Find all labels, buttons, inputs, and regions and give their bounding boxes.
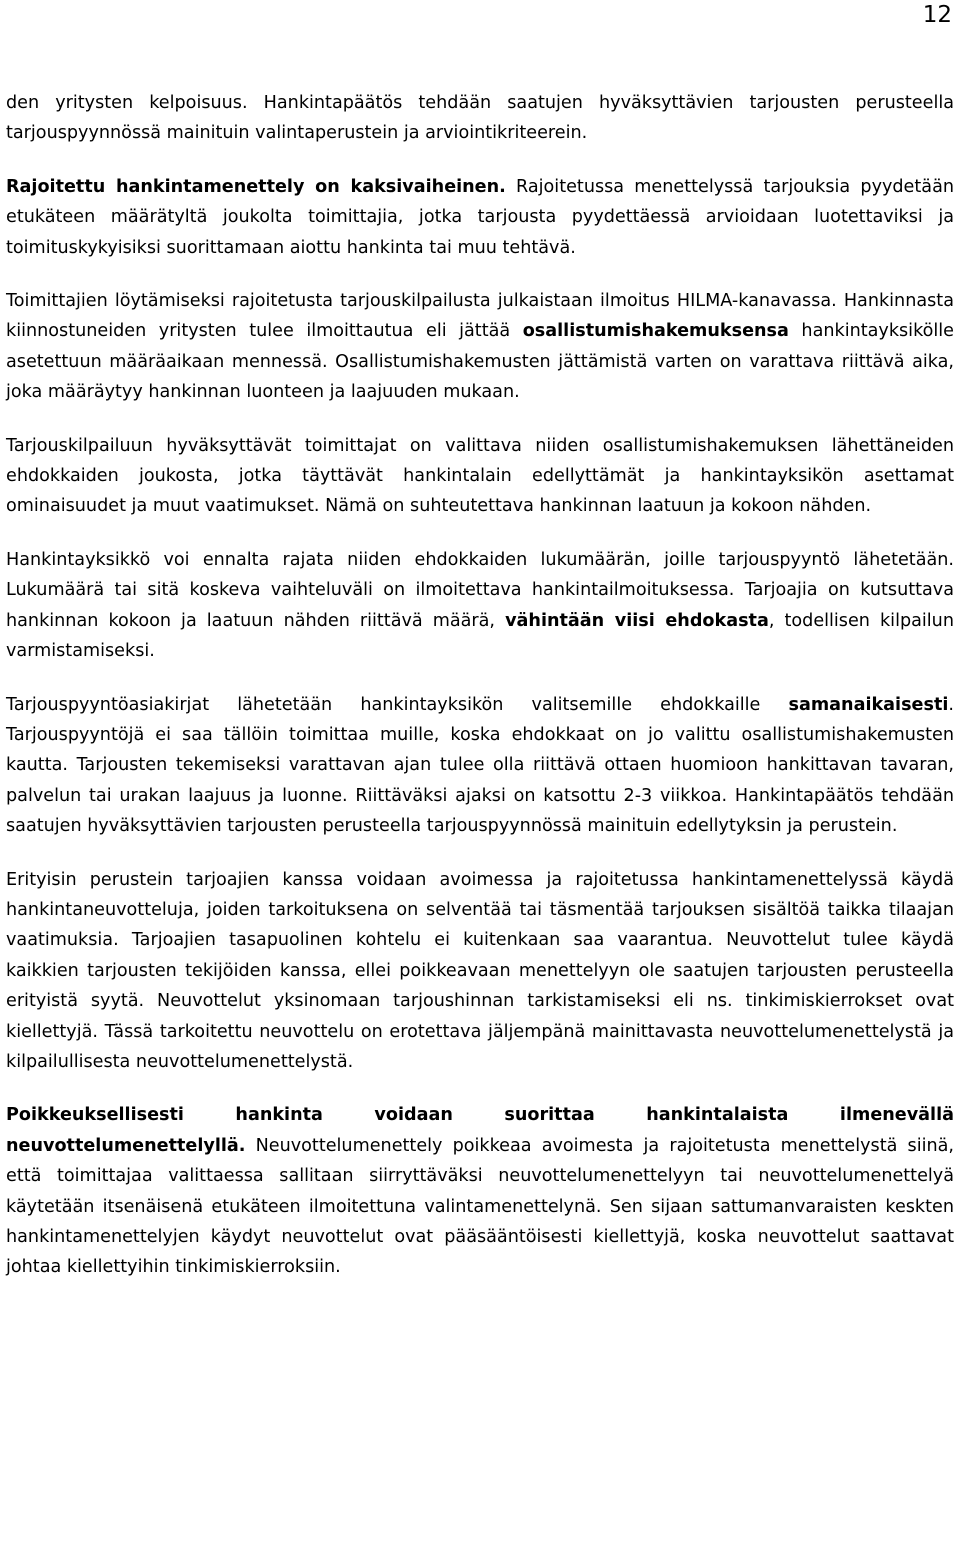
paragraph-text: Erityisin perustein tarjoajien kanssa voidaan avoimessa ja rajoitetussa hankintamenettelyssä käydä hankintaneuvotteluja, joiden tarkoituksena on selventää tai täsmentää tarjouksen sisältöä taikka tilaajan vaatimuksia. Tarjoajien tasapuolinen kohtelu ei kuitenkaan saa vaarantua. Neuvottelut tulee käydä kaikkien tarjousten tekijöiden kanssa, ellei poikkeavaan menettelyyn ole saatujen tarjousten perusteella erityistä syytä. Neuvottelut yksinomaan tarjoushinnan tarkistamiseksi eli ns. tinkimiskierrokset ovat kiellettyjä. Tässä tarkoitettu neuvottelu on erotettava jäljempänä mainittavasta neuvottelumenettelystä ja kilpailullisesta neuvottelumenettelystä. [6, 869, 954, 1072]
emphasis-term: osallistumishakemuksensa [522, 321, 789, 342]
paragraph-candidate-count [6, 545, 954, 667]
emphasis-term: vähintään viisi ehdokasta [505, 610, 769, 631]
paragraph-negotiations [6, 865, 954, 1078]
paragraph-lead-heading: Poikkeuksellisesti hankinta voidaan suorittaa hankintalaista ilmenevällä neuvottelumenettelyllä. [6, 1105, 954, 1156]
paragraph-text: Neuvottelumenettely poikkeaa avoimesta ja rajoitetusta menettelystä siinä, että toimittajaa valittaessa sallitaan siirryttäväksi neuvottelumenettelyyn tai neuvottelumenettelyä käytetään itsenäisenä etukäteen ilmoitettuna valintamenettelynä. Sen sijaan sattumanvaraisten keskten hankintamenettelyjen käydyt neuvottelut ovat pääsääntöisesti kiellettyjä, koska neuvottelut saattavat johtaa kiellettyihin tinkimiskierroksiin. [6, 1135, 954, 1278]
emphasis-term: samanaikaisesti [788, 694, 949, 715]
paragraph-negotiated-procedure [6, 1100, 954, 1282]
document-body [6, 88, 954, 1306]
paragraph-text: Tarjouskilpailuun hyväksyttävät toimittajat on valittava niiden osallistumishakemuksen lähettäneiden ehdokkaiden joukosta, jotka täyttävät hankintalain edellyttämät ja hankintayksikön asettamat ominaisuudet ja muut vaatimukset. Nämä on suhteutettava hankinnan laatuun ja kokoon nähden. [6, 435, 954, 517]
paragraph-selection [6, 431, 954, 522]
paragraph-text: Rajoitetussa menettelyssä tarjouksia pyydetään etukäteen määrätyltä joukolta toimittajia, jotka tarjousta pyydettäessä arvioidaan luotettaviksi ja toimituskykyisiksi suorittamaan aiottu hankinta tai muu tehtävä. [6, 176, 954, 258]
paragraph-text: hankintayksikölle asetettuun määräaikaan mennessä. Osallistumishakemusten jättämistä varten on varattava riittävä aika, joka määräytyy hankinnan luonteen ja laajuuden mukaan. [6, 321, 955, 403]
paragraph-text: den yritysten kelpoisuus. Hankintapäätös tehdään saatujen hyväksyttävien tarjousten perusteella tarjouspyynnössä mainituin valintaperustein ja arviointikriteerein. [6, 93, 954, 144]
paragraph-1 [6, 88, 954, 149]
paragraph-tender-documents [6, 690, 954, 842]
paragraph-text: Tarjouspyyntöasiakirjat lähetetään hankintayksikön valitsemille ehdokkaille [6, 694, 789, 715]
paragraph-lead-heading: Rajoitettu hankintamenettely on kaksivaiheinen. [6, 176, 506, 197]
page-number: 12 [922, 2, 952, 28]
paragraph-text: , todellisen kilpailun varmistamiseksi. [6, 610, 954, 662]
paragraph-text: Toimittajien löytämiseksi rajoitetusta tarjouskilpailusta julkaistaan ilmoitus HILMA-kanavassa. Hankinnasta kiinnostuneiden yritysten tulee ilmoittautua eli jättää [6, 291, 954, 342]
paragraph-participation [6, 286, 954, 408]
paragraph-restricted-procedure [6, 172, 954, 263]
paragraph-text: Hankintayksikkö voi ennalta rajata niiden ehdokkaiden lukumäärän, joille tarjouspyyntö lähetetään. Lukumäärä tai sitä koskeva vaihteluväli on ilmoitettava hankintailmoituksessa. Tarjoajia on kutsuttava hankinnan kokoon ja laatuun nähden riittävä määrä, [6, 549, 954, 631]
paragraph-text: . Tarjouspyyntöjä ei saa tällöin toimittaa muille, koska ehdokkaat on jo valittu osallistumishakemusten kautta. Tarjousten tekemiseksi varattavan ajan tulee olla riittävä ottaen huomioon hankittavan tavaran, palvelun tai urakan laajuus ja luonne. Riittäväksi ajaksi on katsottu 2-3 viikkoa. Hankintapäätös tehdään saatujen hyväksyttävien tarjousten perusteella tarjouspyynnössä mainituin edellytyksin ja perustein. [6, 694, 954, 837]
